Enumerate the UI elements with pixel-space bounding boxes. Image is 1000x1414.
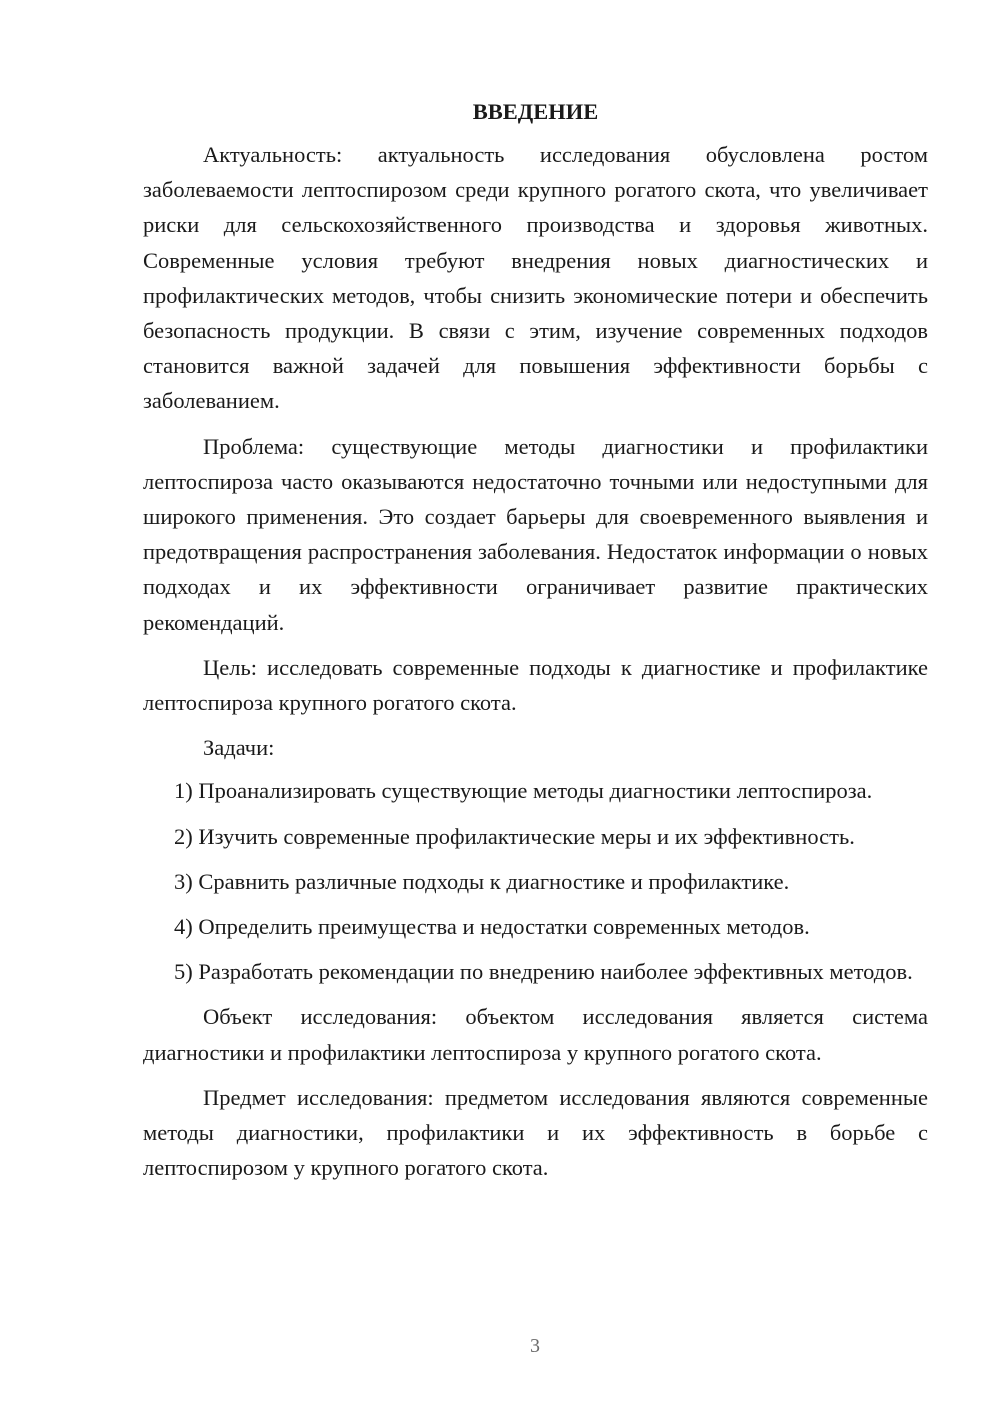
tasks-heading: Задачи: <box>203 735 275 761</box>
task-item: 2) Изучить современные профилактические меры и их эффективность. <box>174 823 855 849</box>
paragraph-goal: Цель: исследовать современные подходы к диагностике и профилактике лептоспироза крупного рогатого скота. <box>143 654 928 716</box>
paragraph-relevance: Актуальность: актуальность исследования обусловлена ростом заболеваемости лептоспирозом среди крупного рогатого скота, что увеличивает риски для сельскохозяйственного производства и здоровья животных. Современные условия требуют внедрения новых диагностических и профилактических методов, чтобы снизить экономические потери и обеспечить безопасность продукции. В связи с этим, изучение современных подходов становится важной задачей для повышения эффективности борьбы с заболеванием. <box>143 142 928 414</box>
paragraph-problem: Проблема: существующие методы диагностики и профилактики лептоспироза часто оказываются недостаточно точными или недоступными для широкого применения. Это создает барьеры для своевременного выявления и предотвращения распространения заболевания. Недостаток информации о новых подходах и их эффективности ограничивает развитие практических рекомендаций. <box>143 433 928 635</box>
task-item: 3) Сравнить различные подходы к диагностике и профилактике. <box>174 868 790 894</box>
page-title: ВВЕДЕНИЕ <box>472 99 599 124</box>
paragraph-subject: Предмет исследования: предметом исследования являются современные методы диагностики, профилактики и их эффективность в борьбе с лептоспирозом у крупного рогатого скота. <box>143 1084 928 1181</box>
task-item: 5) Разработать рекомендации по внедрению наиболее эффективных методов. <box>174 959 913 985</box>
task-item: 4) Определить преимущества и недостатки современных методов. <box>174 914 810 940</box>
task-item: 1) Проанализировать существующие методы диагностики лептоспироза. <box>174 778 873 804</box>
paragraph-object: Объект исследования: объектом исследования является система диагностики и профилактики лептоспироза у крупного рогатого скота. <box>143 1004 928 1065</box>
tasks-list <box>143 773 928 989</box>
page-number: 3 <box>530 1335 540 1357</box>
document-page <box>143 98 928 1195</box>
